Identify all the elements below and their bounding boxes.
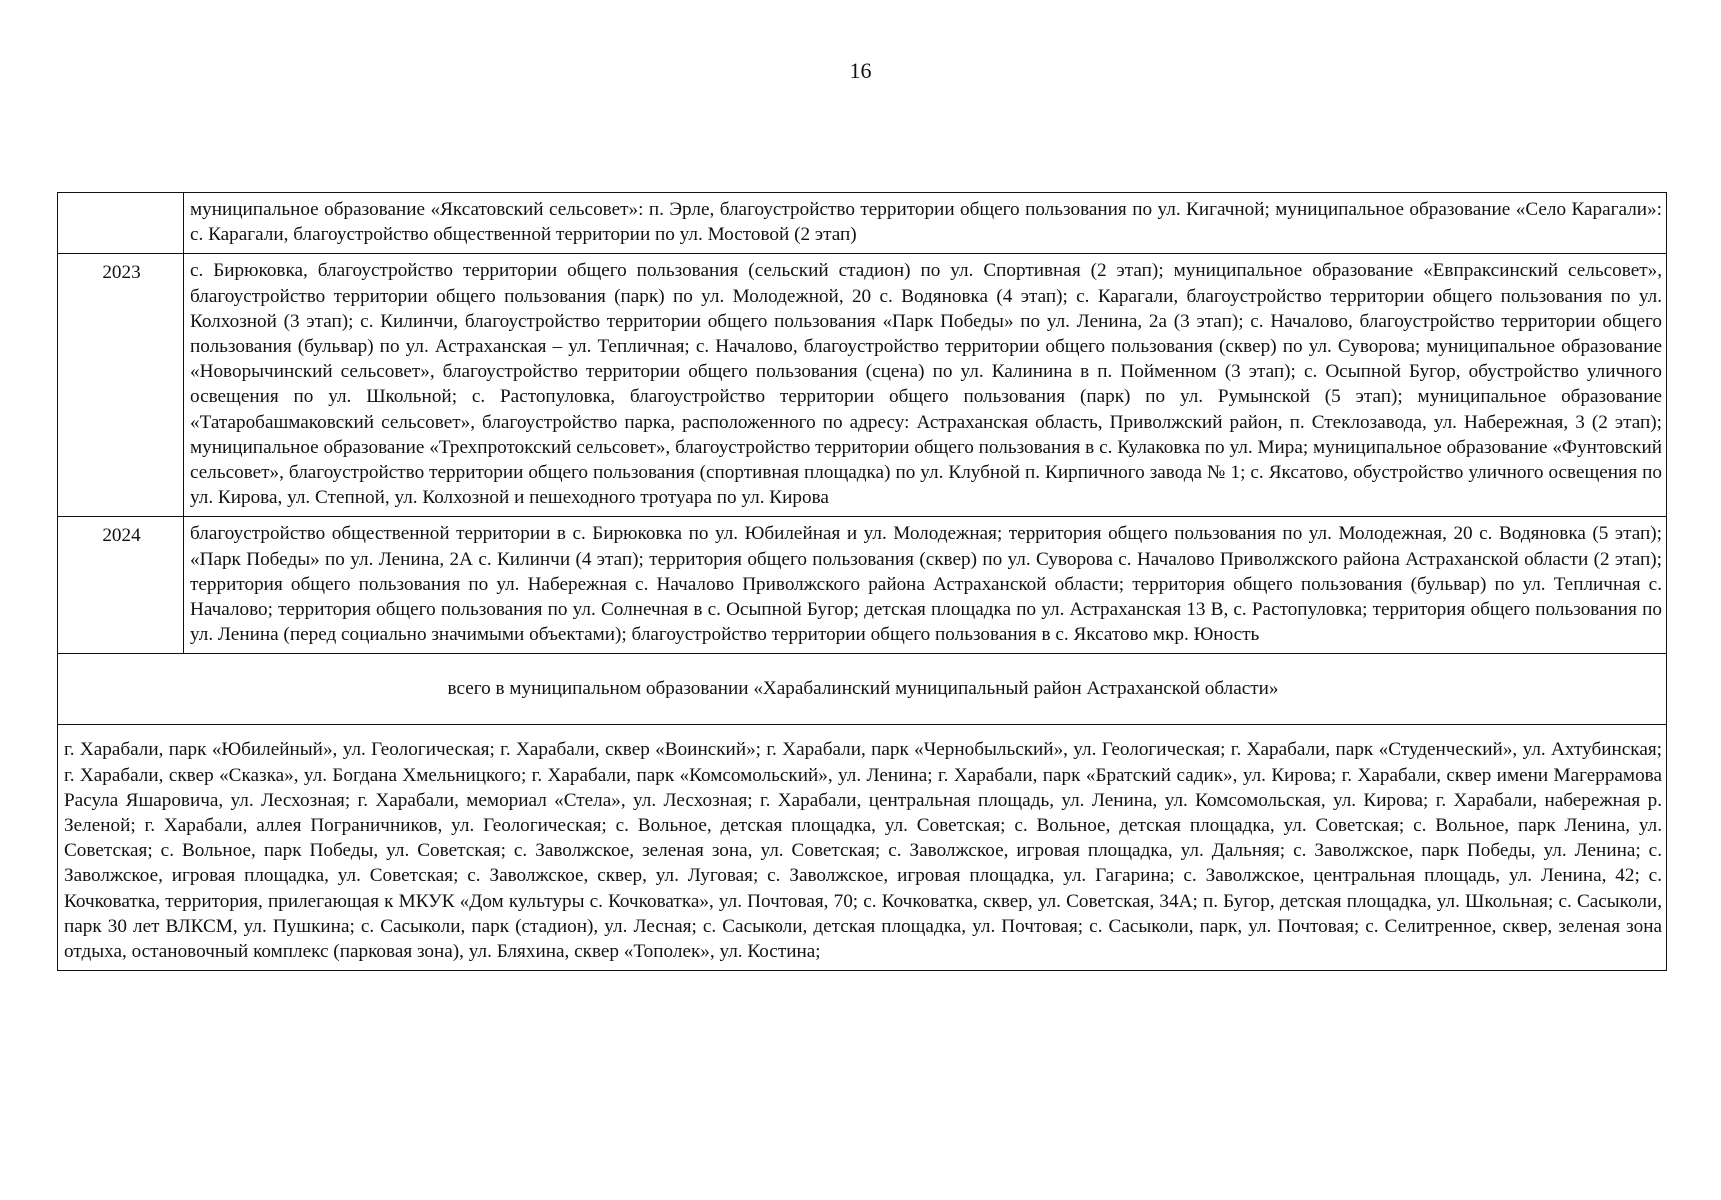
measures-text: с. Бирюковка, благоустройство территории общего пользования (сельский стадион) по ул. Спортивная (2 этап); муниципальное образование «Евпраксинский сельсовет», благоустройство территории общего пользования (парк) по ул. Молодежной, 20 с. Водяновка (4 этап); с. Карагали, благоустройство территории общего пользования по ул. Колхозной (3 этап); с. Килинчи, благоустройство территории общего пользования «Парк Победы» по ул. Ленина, 2а (3 этап); с. Началово, благоустройство территории общего пользования (бульвар) по ул. Астраханская – ул. Тепличная; с. Началово, благоустройство территории общего пользования (сквер) по ул. Суворова; муниципальное образование «Новорычинский сельсовет», благоустройство территории общего пользования (сцена) по ул. Калинина в п. Пойменном (3 этап); с. Осыпной Бугор, обустройство уличного освещения по ул. Школьной; с. Растопуловка, благоустройство территории общего пользования (парк) по ул. Румынской (5 этап); муниципальное образование «Татаробашмаковский сельсовет», благоустройство парка, расположенного по адресу: Астраханская область, Приволжский район, п. Стеклозавода, ул. Набережная, 3 (2 этап); муниципальное образование «Трехпротокский сельсовет», благоустройство территории общего пользования в с. Кулаковка по ул. Мира; муниципальное образование «Фунтовский сельсовет», благоустройство территории общего пользования (спортивная площадка) по ул. Клубной п. Кирпичного завода № 1; с. Яксатово, обустройство уличного освещения по ул. Кирова, ул. Степной, ул. Колхозной и пешеходного тротуара по ул. Кирова xyxy=(190,260,1662,509)
page-number: 16 xyxy=(849,58,872,83)
summary-heading: всего в муниципальном образовании «Харабалинский муниципальный район Астраханской области» xyxy=(58,654,1667,725)
measures-text: благоустройство общественной территории в с. Бирюковка по ул. Юбилейная и ул. Молодежная; территория общего пользования по ул. Молодежная, 20 с. Водяновка (5 этап); «Парк Победы» по ул. Ленина, 2А с. Килинчи (4 этап); территория общего пользования (сквер) по ул. Суворова с. Началово Приволжского района Астраханской области (2 этап); территория общего пользования по ул. Набережная с. Началово Приволжского района Астраханской области; территория общего пользования (бульвар) по ул. Тепличная с. Началово; территория общего пользования по ул. Солнечная в с. Осыпной Бугор; детская площадка по ул. Астраханская 13 В, с. Растопуловка; территория общего пользования по ул. Ленина (перед социально значимыми объектами); благоустройство территории общего пользования в с. Яксатово мкр. Юность xyxy=(190,523,1662,646)
year-cell xyxy=(58,193,184,254)
table-row xyxy=(58,517,1667,654)
details-text: г. Харабали, парк «Юбилейный», ул. Геологическая; г. Харабали, сквер «Воинский»; г. Харабали, парк «Чернобыльский», ул. Геологическая; г. Харабали, парк «Студенческий», ул. Ахтубинская; г. Харабали, сквер «Сказка», ул. Богдана Хмельницкого; г. Харабали, парк «Комсомольский», ул. Ленина; г. Харабали, парк «Братский садик», ул. Кирова; г. Харабали, сквер имени Магеррамова Расула Яшаровича, ул. Лесхозная; г. Харабали, мемориал «Стела», ул. Лесхозная; г. Харабали, центральная площадь, ул. Ленина, ул. Комсомольская, ул. Кирова; г. Харабали, набережная р. Зеленой; г. Харабали, аллея Пограничников, ул. Геологическая; с. Вольное, детская площадка, ул. Советская; с. Вольное, детская площадка, ул. Советская; с. Вольное, парк Ленина, ул. Советская; с. Вольное, парк Победы, ул. Советская; с. Заволжское, зеленая зона, ул. Советская; с. Заволжское, игровая площадка, ул. Дальняя; с. Заволжское, парк Победы, ул. Ленина; с. Заволжское, игровая площадка, ул. Советская; с. Заволжское, сквер, ул. Луговая; с. Заволжское, игровая площадка, ул. Гагарина; с. Заволжское, центральная площадь, ул. Ленина, 42; с. Кочковатка, территория, прилегающая к МКУК «Дом культуры с. Кочковатка», ул. Почтовая, 70; с. Кочковатка, сквер, ул. Советская, 34А; п. Бугор, детская площадка, ул. Школьная; с. Сасыколи, парк 30 лет ВЛКСМ, ул. Пушкина; с. Сасыколи, парк (стадион), ул. Лесная; с. Сасыколи, детская площадка, ул. Почтовая; с. Сасыколи, парк, ул. Почтовая; с. Селитренное, сквер, зеленая зона отдыха, остановочный комплекс (парковая зона), ул. Бляхина, сквер «Тополек», ул. Костина; xyxy=(58,725,1667,971)
measures-cell xyxy=(184,193,1667,254)
measures-cell xyxy=(184,254,1667,517)
table-row xyxy=(58,254,1667,517)
year-cell: 2024 xyxy=(58,517,184,654)
year-cell: 2023 xyxy=(58,254,184,517)
program-table xyxy=(57,192,1667,971)
measures-cell xyxy=(184,517,1667,654)
details-row xyxy=(58,725,1667,971)
measures-text: муниципальное образование «Яксатовский сельсовет»: п. Эрле, благоустройство территории общего пользования по ул. Кигачной; муниципальное образование «Село Карагали»: с. Карагали, благоустройство общественной территории по ул. Мостовой (2 этап) xyxy=(190,199,1662,246)
summary-row xyxy=(58,654,1667,725)
table-row xyxy=(58,193,1667,254)
